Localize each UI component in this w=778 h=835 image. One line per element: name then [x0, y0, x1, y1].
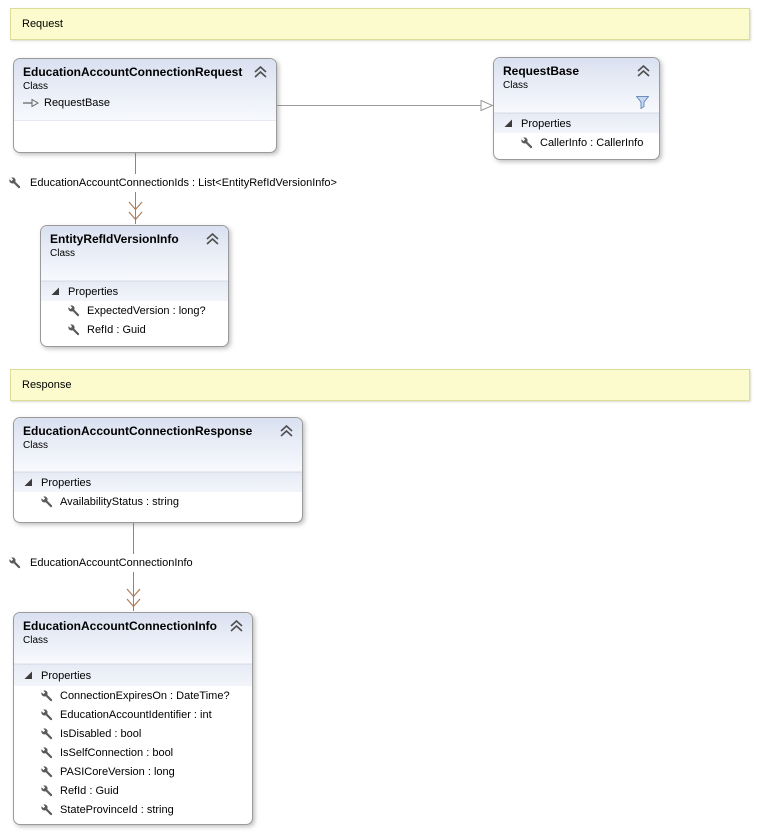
property-text: EducationAccountIdentifier : int: [60, 708, 212, 721]
property-text: IsSelfConnection : bool: [60, 746, 174, 759]
property-text: StateProvinceId : string: [60, 803, 174, 816]
class-stereotype: Class: [50, 248, 76, 259]
class-title: RequestBase: [503, 64, 580, 78]
property-row[interactable]: [41, 320, 228, 339]
association-arrowhead-icon: [126, 588, 141, 611]
property-text: ConnectionExpiresOn : DateTime?: [60, 689, 230, 702]
section-label: Properties: [41, 669, 92, 682]
expanded-triangle-icon: [51, 287, 60, 296]
expanded-triangle-icon: [24, 671, 33, 680]
section-properties-header[interactable]: [41, 281, 228, 301]
section-properties-header[interactable]: [14, 664, 252, 686]
wrench-icon: [40, 784, 54, 798]
wrench-icon: [40, 746, 54, 760]
property-row[interactable]: [14, 705, 252, 724]
class-stereotype: Class: [23, 81, 49, 92]
section-label: Properties: [68, 285, 119, 298]
collapse-chevron-icon[interactable]: [254, 66, 267, 78]
section-properties-header[interactable]: [494, 113, 659, 133]
property-row[interactable]: [14, 781, 252, 800]
class-title: EducationAccountConnectionInfo: [23, 619, 217, 633]
class-title: EntityRefIdVersionInfo: [50, 232, 179, 246]
association-label-text: EducationAccountConnectionInfo: [30, 557, 193, 569]
class-header: [41, 226, 228, 281]
inheritance-arrow-icon: [23, 98, 39, 108]
association-label-text: EducationAccountConnectionIds : List<EntityRefIdVersionInfo>: [30, 177, 337, 189]
class-title: EducationAccountConnectionRequest: [23, 65, 243, 79]
inheritance-hollow-arrow-icon: [480, 99, 494, 112]
property-row[interactable]: [14, 743, 252, 762]
class-title: EducationAccountConnectionResponse: [23, 424, 253, 438]
property-row[interactable]: [494, 133, 659, 152]
inheritance-edge[interactable]: [277, 105, 481, 106]
comment-response[interactable]: [10, 369, 750, 401]
property-row[interactable]: [14, 724, 252, 743]
wrench-icon: [40, 495, 54, 509]
class-box-education-account-connection-response[interactable]: [13, 417, 303, 523]
class-header: [14, 418, 302, 472]
property-text: RefId : Guid: [87, 323, 146, 336]
wrench-icon: [67, 323, 81, 337]
class-header: [14, 59, 276, 121]
association-label-connection-ids[interactable]: [6, 174, 341, 192]
property-text: PASICoreVersion : long: [60, 765, 175, 778]
property-row[interactable]: [41, 301, 228, 320]
class-box-request-base[interactable]: [493, 57, 660, 160]
property-row[interactable]: [14, 492, 302, 511]
inherits-label: RequestBase: [44, 97, 111, 109]
property-text: CallerInfo : CallerInfo: [540, 136, 644, 149]
collapse-chevron-icon[interactable]: [230, 620, 243, 632]
property-text: IsDisabled : bool: [60, 727, 142, 740]
section-properties-header[interactable]: [14, 472, 302, 492]
class-box-education-account-connection-request[interactable]: [13, 58, 277, 153]
collapse-chevron-icon[interactable]: [637, 65, 650, 77]
section-label: Properties: [521, 117, 572, 130]
class-stereotype: Class: [23, 635, 49, 646]
wrench-icon: [40, 765, 54, 779]
class-stereotype: Class: [23, 440, 49, 451]
association-label-connection-info[interactable]: [6, 554, 197, 572]
class-header: [14, 613, 252, 664]
inherits-row[interactable]: [23, 97, 267, 109]
class-header: [494, 58, 659, 113]
comment-request[interactable]: [10, 8, 750, 40]
wrench-icon: [40, 708, 54, 722]
collapse-chevron-icon[interactable]: [206, 233, 219, 245]
property-row[interactable]: [14, 800, 252, 819]
wrench-icon: [8, 176, 22, 190]
property-text: RefId : Guid: [60, 784, 119, 797]
property-row[interactable]: [14, 686, 252, 705]
section-label: Properties: [41, 476, 92, 489]
expanded-triangle-icon: [504, 119, 513, 128]
association-arrowhead-icon: [128, 201, 143, 224]
property-row[interactable]: [14, 762, 252, 781]
wrench-icon: [67, 304, 81, 318]
wrench-icon: [8, 556, 22, 570]
class-box-education-account-connection-info[interactable]: [13, 612, 253, 825]
wrench-icon: [520, 136, 534, 150]
comment-request-label: Request: [22, 18, 63, 30]
wrench-icon: [40, 803, 54, 817]
wrench-icon: [40, 689, 54, 703]
filter-icon[interactable]: [636, 96, 649, 109]
class-stereotype: Class: [503, 80, 529, 91]
property-text: ExpectedVersion : long?: [87, 304, 206, 317]
class-box-entity-ref-id-version-info[interactable]: [40, 225, 229, 347]
collapse-chevron-icon[interactable]: [280, 425, 293, 437]
wrench-icon: [40, 727, 54, 741]
expanded-triangle-icon: [24, 478, 33, 487]
property-text: AvailabilityStatus : string: [60, 495, 180, 508]
comment-response-label: Response: [22, 379, 72, 391]
